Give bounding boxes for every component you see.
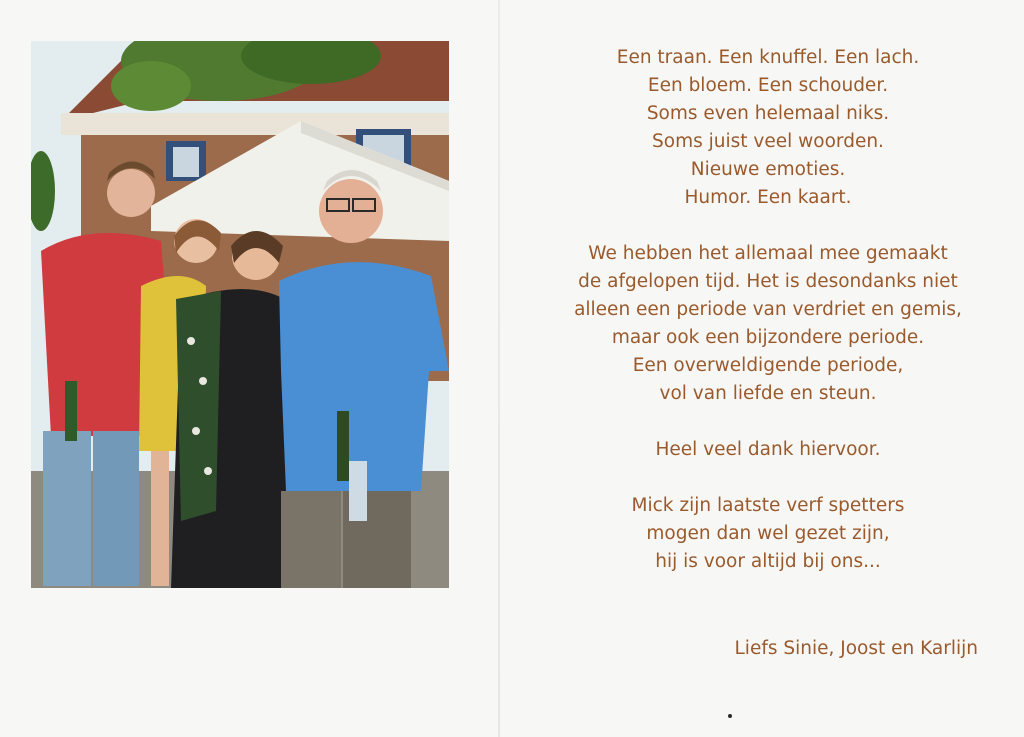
poem-stanza — [540, 240, 996, 408]
family-photo — [31, 41, 449, 588]
poem-line: Humor. Een kaart. — [684, 187, 852, 208]
poem-line: Soms even helemaal niks. — [646, 103, 890, 124]
poem-line: vol van liefde en steun. — [659, 383, 877, 404]
poem-stanza — [540, 436, 996, 464]
signature: Liefs Sinie, Joost en Karlijn — [734, 638, 978, 659]
poem-line: Nieuwe emoties. — [690, 159, 846, 180]
poem-line: mogen dan wel gezet zijn, — [646, 523, 890, 544]
poem-line: hij is voor altijd bij ons... — [655, 551, 881, 572]
poem-line: de afgelopen tijd. Het is desondanks niet — [578, 271, 958, 292]
poem-stanza — [540, 492, 996, 576]
poem-line: Soms juist veel woorden. — [652, 131, 884, 152]
poem-line: Een overweldigende periode, — [632, 355, 904, 376]
poem-line: Een traan. Een knuffel. Een lach. — [616, 47, 920, 68]
poem-line: Mick zijn laatste verf spetters — [631, 495, 905, 516]
card-fold — [498, 0, 500, 737]
poem-line: Heel veel dank hiervoor. — [655, 439, 881, 460]
poem-line: alleen een periode van verdriet en gemis, — [574, 299, 962, 320]
poem-line: maar ook een bijzondere periode. — [611, 327, 925, 348]
paper-speck — [728, 714, 732, 718]
poem-line: Een bloem. Een schouder. — [647, 75, 889, 96]
poem — [540, 44, 996, 604]
poem-stanza — [540, 44, 996, 212]
poem-line: We hebben het allemaal mee gemaakt — [588, 243, 948, 264]
